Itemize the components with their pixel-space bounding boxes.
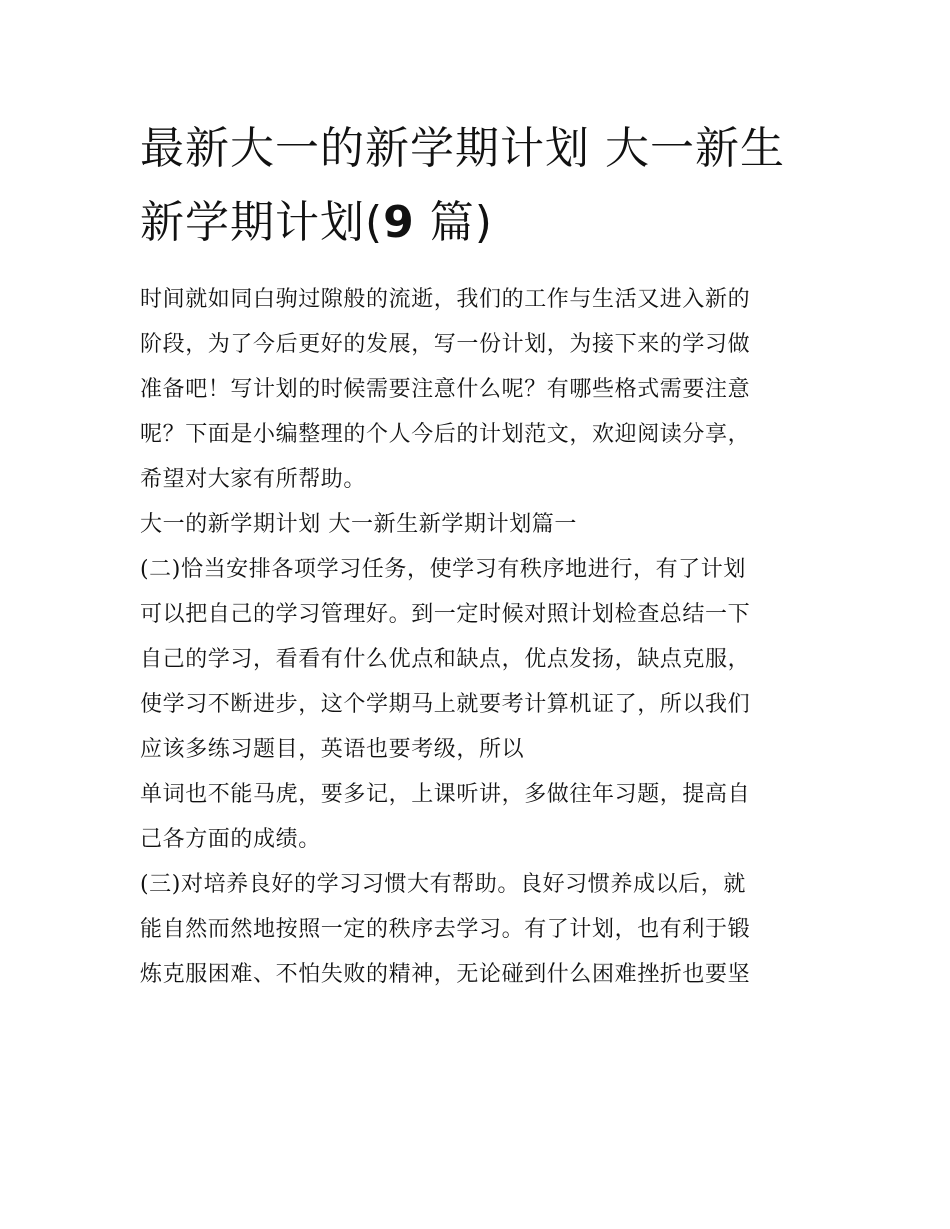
intro-line-5: 希望对大家有所帮助。 bbox=[140, 467, 367, 492]
title-text-part2: 篇) bbox=[414, 197, 493, 248]
document-title bbox=[140, 112, 820, 260]
paragraph-line: 单词也不能马虎，要多记，上课听讲，多做往年习题，提高自 bbox=[140, 782, 751, 807]
title-number: 9 bbox=[383, 197, 415, 248]
intro-line-4: 呢？下面是小编整理的个人今后的计划范文，欢迎阅读分享， bbox=[140, 422, 751, 447]
paragraph-line: (三)对培养良好的学习习惯大有帮助。良好习惯养成以后，就 bbox=[140, 872, 746, 897]
intro-line-2: 阶段，为了今后更好的发展，写一份计划，为接下来的学习做 bbox=[140, 332, 751, 357]
title-text-part1: 最新大一的新学期计划 大一新生新学期计划( bbox=[140, 123, 785, 248]
paragraph-line: 炼克服困难、不怕失败的精神，无论碰到什么困难挫折也要坚 bbox=[140, 962, 751, 987]
paragraph-line: 应该多练习题目，英语也要考级，所以 bbox=[140, 737, 525, 762]
paragraph-line: 自己的学习，看看有什么优点和缺点，优点发扬，缺点克服， bbox=[140, 647, 751, 672]
paragraph-line: 己各方面的成绩。 bbox=[140, 827, 321, 852]
paragraph-line: 可以把自己的学习管理好。到一定时候对照计划检查总结一下 bbox=[140, 602, 751, 627]
intro-line-3: 准备吧！写计划的时候需要注意什么呢？有哪些格式需要注意 bbox=[140, 377, 751, 402]
paragraph-line: 使学习不断进步，这个学期马上就要考计算机证了，所以我们 bbox=[140, 692, 751, 717]
section-heading: 大一的新学期计划 大一新生新学期计划篇一 bbox=[140, 512, 577, 537]
paragraph-line: 能自然而然地按照一定的秩序去学习。有了计划，也有利于锻 bbox=[140, 917, 751, 942]
intro-line-1: 时间就如同白驹过隙般的流逝，我们的工作与生活又进入新的 bbox=[140, 287, 751, 312]
paragraph-line: (二)恰当安排各项学习任务，使学习有秩序地进行，有了计划 bbox=[140, 557, 746, 582]
